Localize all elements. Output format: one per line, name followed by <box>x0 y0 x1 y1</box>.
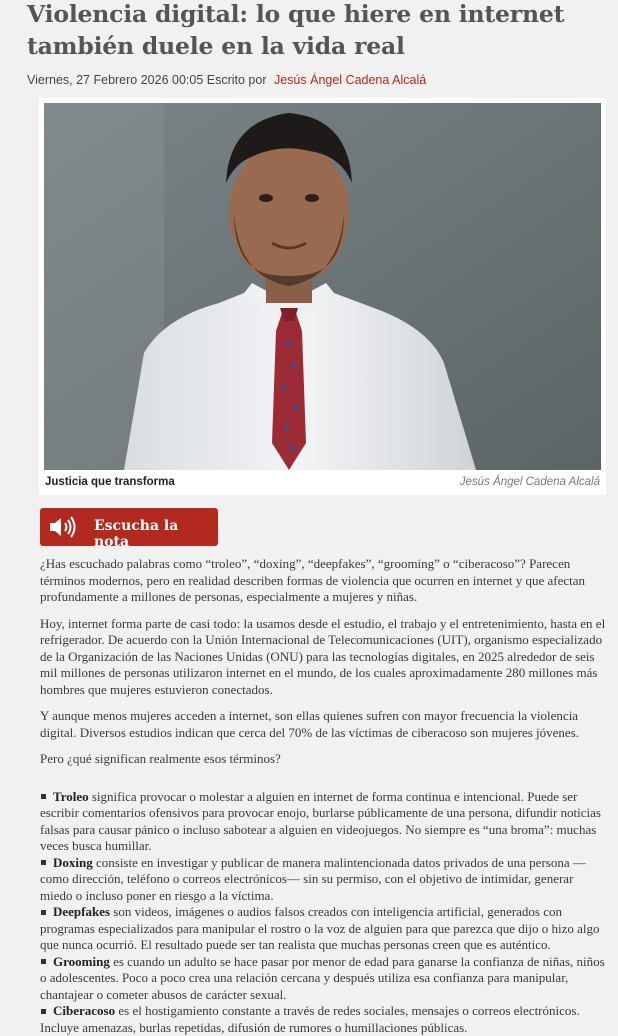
speaker-icon <box>48 516 76 538</box>
term-definition: son videos, imágenes o audios falsos creados con inteligencia artificial, generados con programas especializados para manipular el rostro o la voz de alguien para que parezca que dijo o hizo algo que nunca ocurrió. El resultado puede ser tan realista que muchas personas creen que es auténtico. <box>40 904 600 952</box>
portrait-photo <box>44 103 601 470</box>
listen-button-label: Escucha la nota <box>94 518 218 550</box>
article-meta <box>27 73 426 87</box>
bullet-icon <box>41 794 46 799</box>
author-link[interactable]: Jesús Ángel Cadena Alcalá <box>274 73 426 87</box>
paragraph: ¿Has escuchado palabras como “troleo”, “doxing”, “deepfakes”, “grooming” o “ciberacoso”? Parecen términos modernos, pero en realidad describen formas de violencia que ocurren en internet y que afectan profundamente a millones de personas, especialmente a mujeres y niñas. <box>40 556 606 606</box>
term-name: Ciberacoso <box>53 1003 115 1018</box>
figure-credit: Jesús Ángel Cadena Alcalá <box>460 476 600 488</box>
article-date: Viernes, 27 Febrero 2026 00:05 Escrito por <box>27 73 267 87</box>
term-name: Troleo <box>53 789 89 804</box>
article-title: Violencia digital: lo que hiere en internet también duele en la vida real <box>27 0 587 62</box>
listen-button[interactable] <box>40 508 218 546</box>
list-item <box>40 1003 606 1036</box>
list-item <box>40 904 606 954</box>
bullet-icon <box>41 1009 46 1014</box>
term-name: Doxing <box>53 855 93 870</box>
term-name: Grooming <box>53 954 110 969</box>
list-item <box>40 789 606 855</box>
term-definition: es cuando un adulto se hace pasar por menor de edad para ganarse la confianza de niñas, niños o adolescentes. Poco a poco crea una relación cercana y después utiliza esa confianza para manipular, chantajear o cometer abusos de carácter sexual. <box>40 954 605 1002</box>
bullet-icon <box>41 910 46 915</box>
term-definition: significa provocar o molestar a alguien en internet de forma continua e intencional. Puede ser escribir comentarios ofensivos para provocar enojo, burlarse públicamente de una persona, difundir noticias falsas para causar pánico o incluso sabotear a alguien en videojuegos. No siempre es “una broma”: muchas veces busca humillar. <box>40 789 601 854</box>
article-figure <box>39 98 606 495</box>
figure-caption: Justicia que transforma <box>45 476 175 488</box>
paragraph: Pero ¿qué significan realmente esos términos? <box>40 751 606 768</box>
term-definition: consiste en investigar y publicar de manera malintencionada datos privados de una persona —como dirección, teléfono o correos electrónicos— sin su permiso, con el objetivo de intimidar, generar miedo o incluso poner en riesgo a la víctima. <box>40 855 586 903</box>
paragraph: Y aunque menos mujeres acceden a internet, son ellas quienes sufren con mayor frecuencia la violencia digital. Diversos estudios indican que cerca del 70% de las víctimas de ciberacoso son mujeres jóvenes. <box>40 708 606 741</box>
term-definition: es el hostigamiento constante a través de redes sociales, mensajes o correos electrónicos. Incluye amenazas, burlas repetidas, difusión de rumores o humillaciones públicas. <box>40 1003 580 1035</box>
list-item <box>40 855 606 905</box>
list-item <box>40 954 606 1004</box>
bullet-icon <box>41 860 46 865</box>
paragraph: Hoy, internet forma parte de casi todo: la usamos desde el estudio, el trabajo y el entretenimiento, hasta en el refrigerador. De acuerdo con la Unión Internacional de Telecomunicaciones (UIT), organismo especializado de la Organización de las Naciones Unidas (ONU) para las tecnologías digitales, en 2025 alrededor de seis mil millones de personas utilizaron internet en el mundo, de los cuales aproximadamente 280 millones más hombres que mujeres estuvieron conectados. <box>40 616 606 699</box>
article-body <box>40 556 606 1036</box>
term-name: Deepfakes <box>53 904 110 919</box>
terms-list <box>40 789 606 1036</box>
bullet-icon <box>41 959 46 964</box>
